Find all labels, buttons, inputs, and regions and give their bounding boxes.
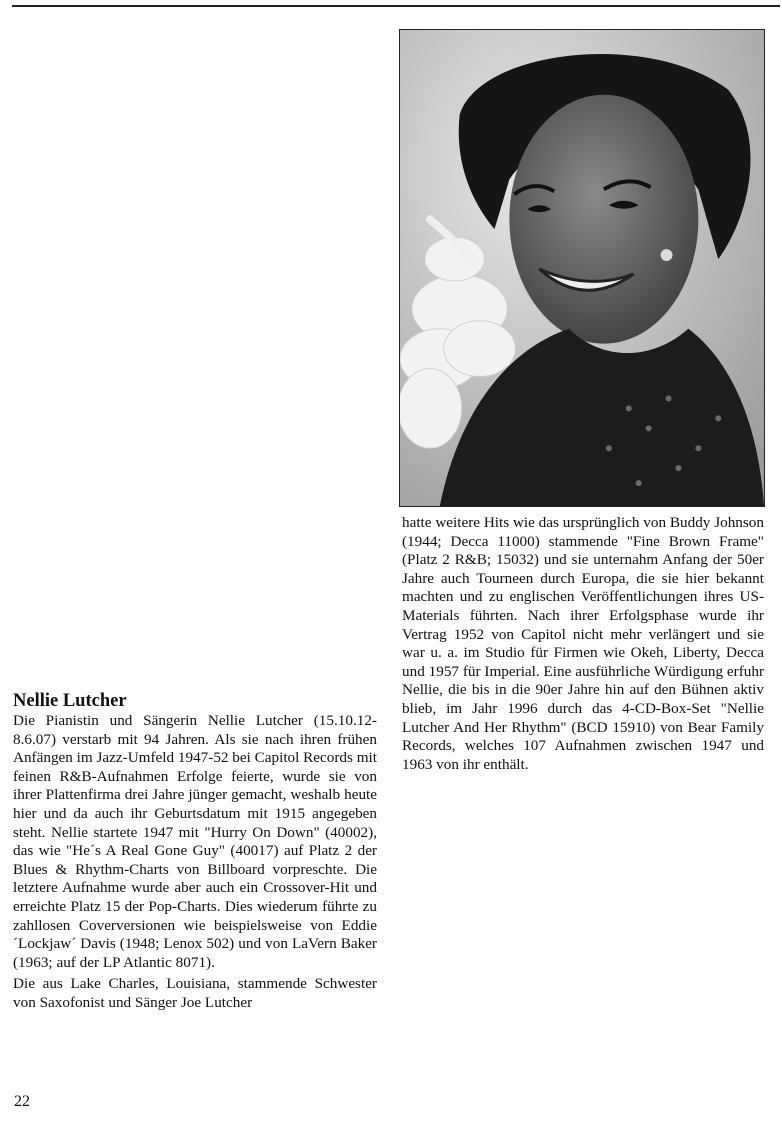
portrait-photo: [399, 29, 765, 507]
portrait-photo-illustration: [400, 30, 764, 506]
right-column: [402, 514, 764, 774]
right-paragraph: hatte weitere Hits wie das ursprünglich von Buddy Johnson (1944; Decca 11000) stammende "Fine Brown Frame" (Platz 2 R&B; 15032) und sie unternahm Anfang der 50er Jahre auch Tourneen durch Europa, die sie hier bekannt machten und zu englischen Veröffentlichungen ihres US-Materials führten. Nach ihrer Erfolgsphase wurde ihr Vertrag 1952 von Capitol nicht mehr verlängert und sie war u. a. im Studio für Firmen wie Okeh, Liberty, Decca und 1957 für Imperial. Eine ausführliche Würdigung erfuhr Nellie, die bis in die 90er Jahre hin auf den Bühnen aktiv blieb, im Jahr 1996 durch das 4-CD-Box-Set "Nellie Lutcher And Her Rhythm" (BCD 15910) von Bear Family Records, welches 107 Aufnahmen zwischen 1947 und 1963 von ihr enthält.: [402, 514, 764, 773]
article-heading: Nellie Lutcher: [13, 691, 127, 711]
left-paragraph-2: Die aus Lake Charles, Louisiana, stammende Schwester von Saxofonist und Sänger Joe Lutcher: [13, 975, 377, 1011]
top-rule: [12, 5, 780, 7]
left-column: [13, 712, 377, 1013]
page-number: 22: [14, 1093, 30, 1110]
left-paragraph-1: Die Pianistin und Sängerin Nellie Lutcher (15.10.12-8.6.07) verstarb mit 94 Jahren. Als sie nach ihren frühen Anfängen im Jazz-Umfeld 1947-52 bei Capitol Records mit feinen R&B-Aufnahmen Erfolge feierte, wurde sie von ihrer Plattenfirma drei Jahre jünger gemacht, weshalb heute hier und da auch ihr Geburtsdatum mit 1915 angegeben steht. Nellie startete 1947 mit "Hurry On Down" (40002), das wie "He´s A Real Gone Guy" (40017) auf Platz 2 der Blues & Rhythm-Charts von Billboard vorpreschte. Die letztere Aufnahme wurde aber auch ein Crossover-Hit und erreichte Platz 15 der Pop-Charts. Dies wiederum führte zu zahllosen Coverversionen wie beispielsweise von Eddie ´Lockjaw´ Davis (1948; Lenox 502) und von LaVern Baker (1963; auf der LP Atlantic 8071).: [13, 712, 377, 971]
